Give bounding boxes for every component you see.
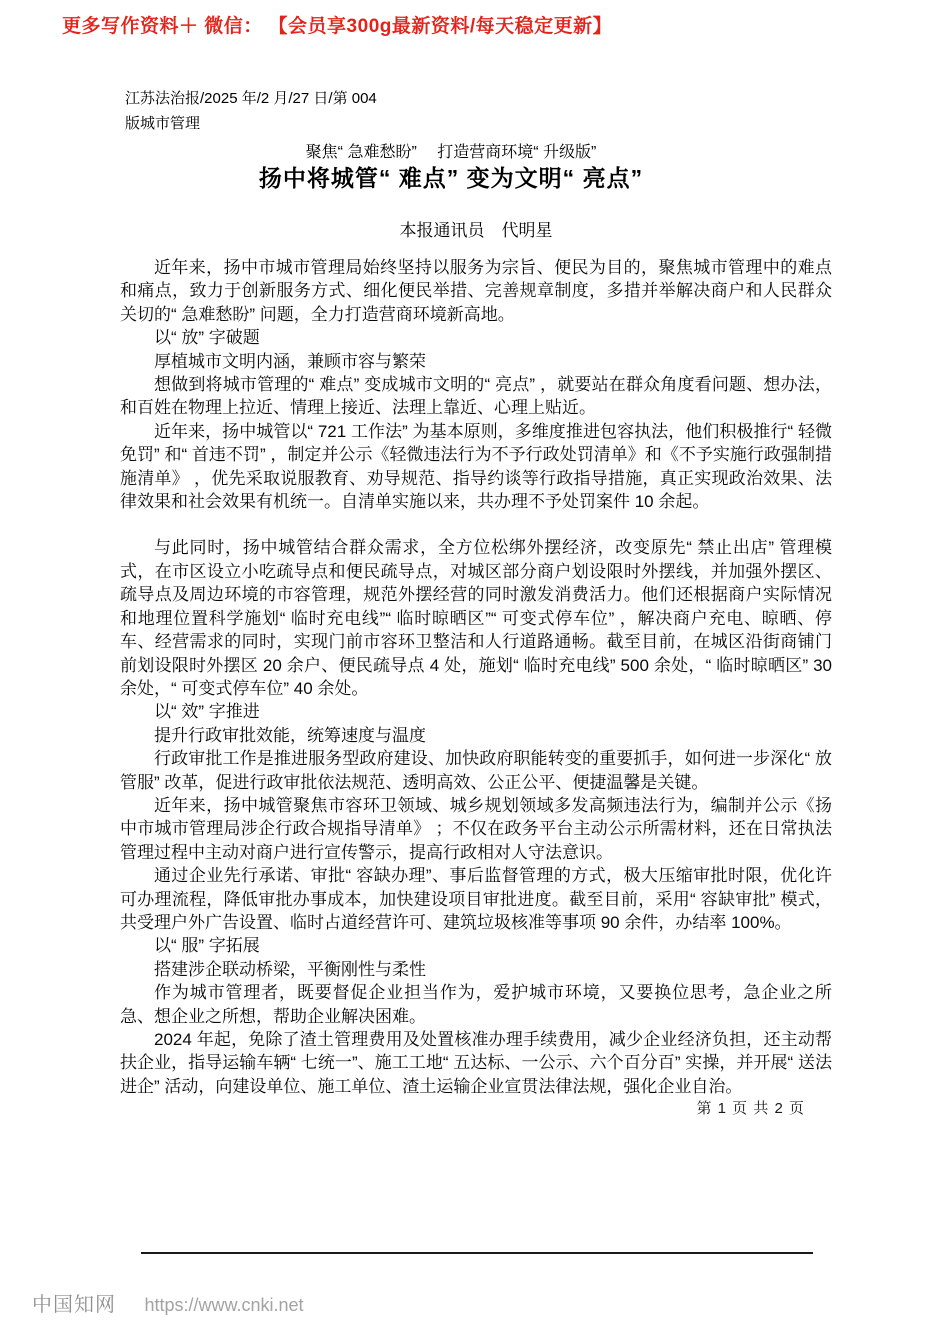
cnki-logo: 中国知网	[32, 1294, 116, 1316]
article-paragraph: 以“ 放” 字破题	[154, 328, 260, 348]
article-paragraph: 近年来，扬中城管聚焦市容环卫领域、城乡规划领域多发高频违法行为，编制并公示《扬中市城市管理局涉企行政合规指导清单》 ；不仅在政务平台主动公示所需材料，还在日常执法管理过程中主动对商户进行宣传警示，提高行政相对人守法意识。	[120, 795, 832, 862]
promo-banner-text: 更多写作资料＋ 微信： 【会员享300g最新资料/每天稳定更新】	[62, 16, 613, 37]
article-title: 扬中将城管“ 难点” 变为文明“ 亮点”	[258, 165, 644, 191]
article-paragraph: 作为城市管理者，既要督促企业担当作为，爱护城市环境，又要换位思考，急企业之所急、想企业之所想，帮助企业解决困难。	[120, 983, 832, 1026]
cnki-watermark	[32, 1288, 304, 1317]
article-paragraph: 行政审批工作是推进服务型政府建设、加快政府职能转变的重要抓手，如何进一步深化“ 放管服” 改革，促进行政审批依法规范、透明高效、公正公平、便捷温馨是关键。	[120, 749, 832, 792]
article-body	[120, 256, 832, 1098]
article-subtitle: 聚焦“ 急难愁盼” 打造营商环境“ 升级版”	[305, 144, 597, 161]
article-paragraph: 提升行政审批效能，统筹速度与温度	[154, 725, 426, 745]
source-line-1: 江苏法治报/2025 年/2 月/27 日/第 004	[125, 90, 377, 107]
cnki-url: https://www.cnki.net	[144, 1295, 304, 1315]
source-header	[125, 86, 377, 136]
source-line-2: 版城市管理	[125, 115, 201, 132]
footer-divider	[141, 1252, 813, 1254]
article-paragraph: 搭建涉企联动桥梁，平衡刚性与柔性	[154, 959, 426, 979]
page-indicator: 第 1 页 共 2 页	[696, 1100, 805, 1117]
article-paragraph: 近年来，扬中城管以“ 721 工作法” 为基本原则，多维度推进包容执法，他们积极推行“ 轻微免罚” 和“ 首违不罚” ，制定并公示《轻微违法行为不予行政处罚清单》和《不予实施行政强制措施清单》 ，优先采取说服教育、劝导规范、指导约谈等行政指导措施，真正实现政治效果、法律效果和社会效果有机统一。自清单实施以来，共办理不予处罚案件 10 余起。	[120, 421, 832, 512]
article-paragraph: 近年来，扬中市城市管理局始终坚持以服务为宗旨、便民为目的，聚焦城市管理中的难点和痛点，致力于创新服务方式、细化便民举措、完善规章制度，多措并举解决商户和人民群众关切的“ 急难愁盼” 问题，全力打造营商环境新高地。	[120, 258, 832, 324]
article-paragraph: 以“ 效” 字推进	[154, 702, 260, 722]
article-paragraph: 厚植城市文明内涵，兼顾市容与繁荣	[154, 351, 426, 371]
article-paragraph: 2024 年起，免除了渣土管理费用及处置核准办理手续费用，减少企业经济负担，还主动帮扶企业，指导运输车辆“ 七统一”、施工工地“ 五达标、一公示、六个百分百” 实操，并开展“ 送法进企” 活动，向建设单位、施工单位、渣土运输企业宣贯法律法规，强化企业自治。	[120, 1030, 832, 1096]
article-byline: 本报通讯员 代明星	[399, 221, 553, 240]
article-paragraph: 通过企业先行承诺、审批“ 容缺办理”、事后监督管理的方式，极大压缩审批时限，优化许可办理流程，降低审批办事成本，加快建设项目审批进度。截至目前，采用“ 容缺审批” 模式，共受理户外广告设置、临时占道经营许可、建筑垃圾核准等事项 90 余件，办结率 100%。	[120, 866, 832, 932]
article-paragraph: 与此同时，扬中城管结合群众需求，全方位松绑外摆经济，改变原先“ 禁止出店” 管理模式，在市区设立小吃疏导点和便民疏导点，对城区部分商户划设限时外摆线，并加强外摆区、疏导点及周边环境的市容管理，规范外摆经营的同时激发消费活力。他们还根据商户实际情况和地理位置科学施划“ 临时充电线”“ 临时晾晒区”“ 可变式停车位” ，解决商户充电、晾晒、停车、经营需求的同时，实现门前市容环卫整洁和人行道路通畅。截至目前，在城区沿街商铺门前划设限时外摆区 20 余户、便民疏导点 4 处，施划“ 临时充电线” 500 余处，“ 临时晾晒区” 30 余处，“ 可变式停车位” 40 余处。	[120, 538, 832, 698]
article-paragraph: 想做到将城市管理的“ 难点” 变成城市文明的“ 亮点” ，就要站在群众角度看问题、想办法，和百姓在物理上拉近、情理上接近、法理上靠近、心理上贴近。	[120, 375, 832, 418]
article-paragraph: 以“ 服” 字拓展	[154, 936, 260, 956]
